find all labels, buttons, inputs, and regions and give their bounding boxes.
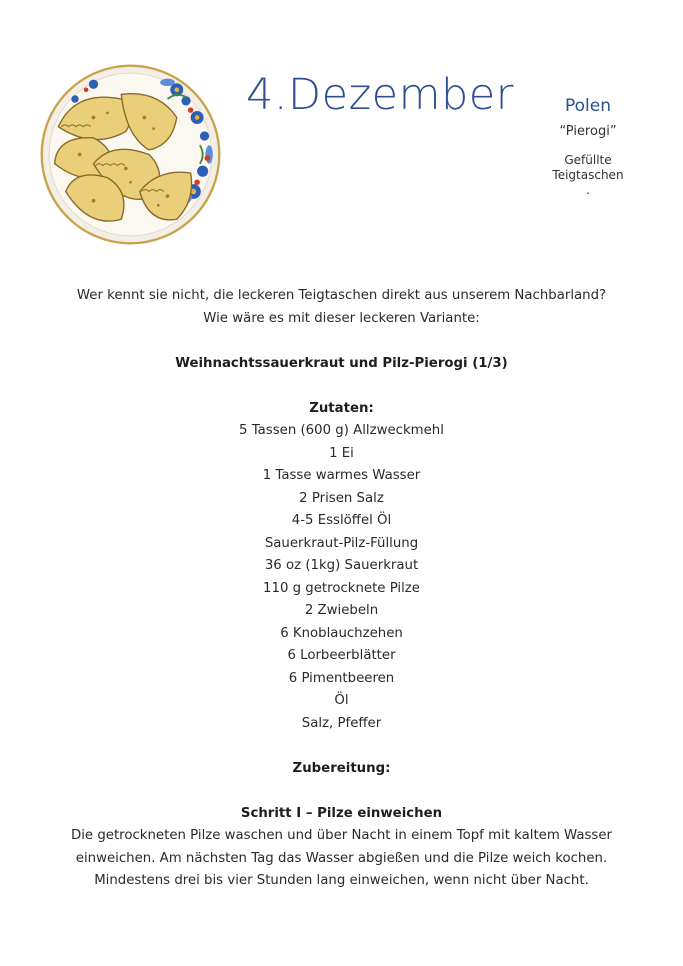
recipe-title: Weihnachtssauerkraut und Pilz-Pierogi (1/3) — [175, 355, 508, 371]
ingredient-item: Öl — [334, 693, 349, 708]
ingredient-item: 6 Knoblauchzehen — [280, 625, 403, 641]
step1-text-line: einweichen. Am nächsten Tag das Wasser abgießen und die Pilze weich kochen. — [75, 850, 608, 866]
page-title: 4.Dezember — [246, 70, 514, 120]
pierogi-plate-illustration — [38, 62, 223, 247]
ingredient-item: 4-5 Esslöffel Öl — [291, 513, 392, 528]
intro-line: Wie wäre es mit dieser leckeren Variante: — [203, 310, 480, 326]
dish-name: “Pierogi” — [559, 124, 617, 139]
step1-text-line: Mindestens drei bis vier Stunden lang einweichen, wenn nicht über Nacht. — [94, 873, 589, 888]
ingredient-item: Sauerkraut-Pilz-Füllung — [264, 535, 419, 551]
step1-heading: Schritt I – Pilze einweichen — [240, 805, 443, 821]
preparation-heading: Zubereitung: — [292, 760, 391, 776]
dish-subtitle-line: Teigtaschen — [552, 168, 624, 182]
ingredient-item: 2 Zwiebeln — [304, 603, 379, 618]
recipe-content — [40, 285, 643, 893]
ingredient-item: 5 Tassen (600 g) Allzweckmehl — [239, 423, 444, 438]
ingredient-item: 110 g getrocknete Pilze — [263, 580, 420, 596]
header-info — [538, 96, 638, 197]
ingredient-item: 2 Prisen Salz — [299, 490, 384, 506]
ingredient-item: 6 Pimentbeeren — [288, 670, 395, 686]
dish-subtitle — [548, 153, 628, 183]
country-label: Polen — [564, 96, 611, 116]
ingredient-item: 6 Lorbeerblätter — [287, 648, 396, 663]
dish-subtitle-line: Gefüllte — [564, 153, 612, 167]
ingredient-item: Salz, Pfeffer — [301, 715, 382, 731]
ingredient-item: 1 Tasse warmes Wasser — [262, 468, 421, 483]
decorative-dot: . — [586, 183, 590, 197]
ingredients-list — [40, 420, 643, 735]
step1-text-line: Die getrockneten Pilze waschen und über Nacht in einem Topf mit kaltem Wasser — [71, 828, 612, 843]
ingredient-item: 36 oz (1kg) Sauerkraut — [264, 558, 419, 573]
ingredient-item: 1 Ei — [329, 445, 354, 461]
ingredients-heading: Zutaten: — [309, 400, 374, 416]
intro-line: Wer kennt sie nicht, die leckeren Teigtaschen direkt aus unserem Nachbarland? — [76, 288, 607, 303]
